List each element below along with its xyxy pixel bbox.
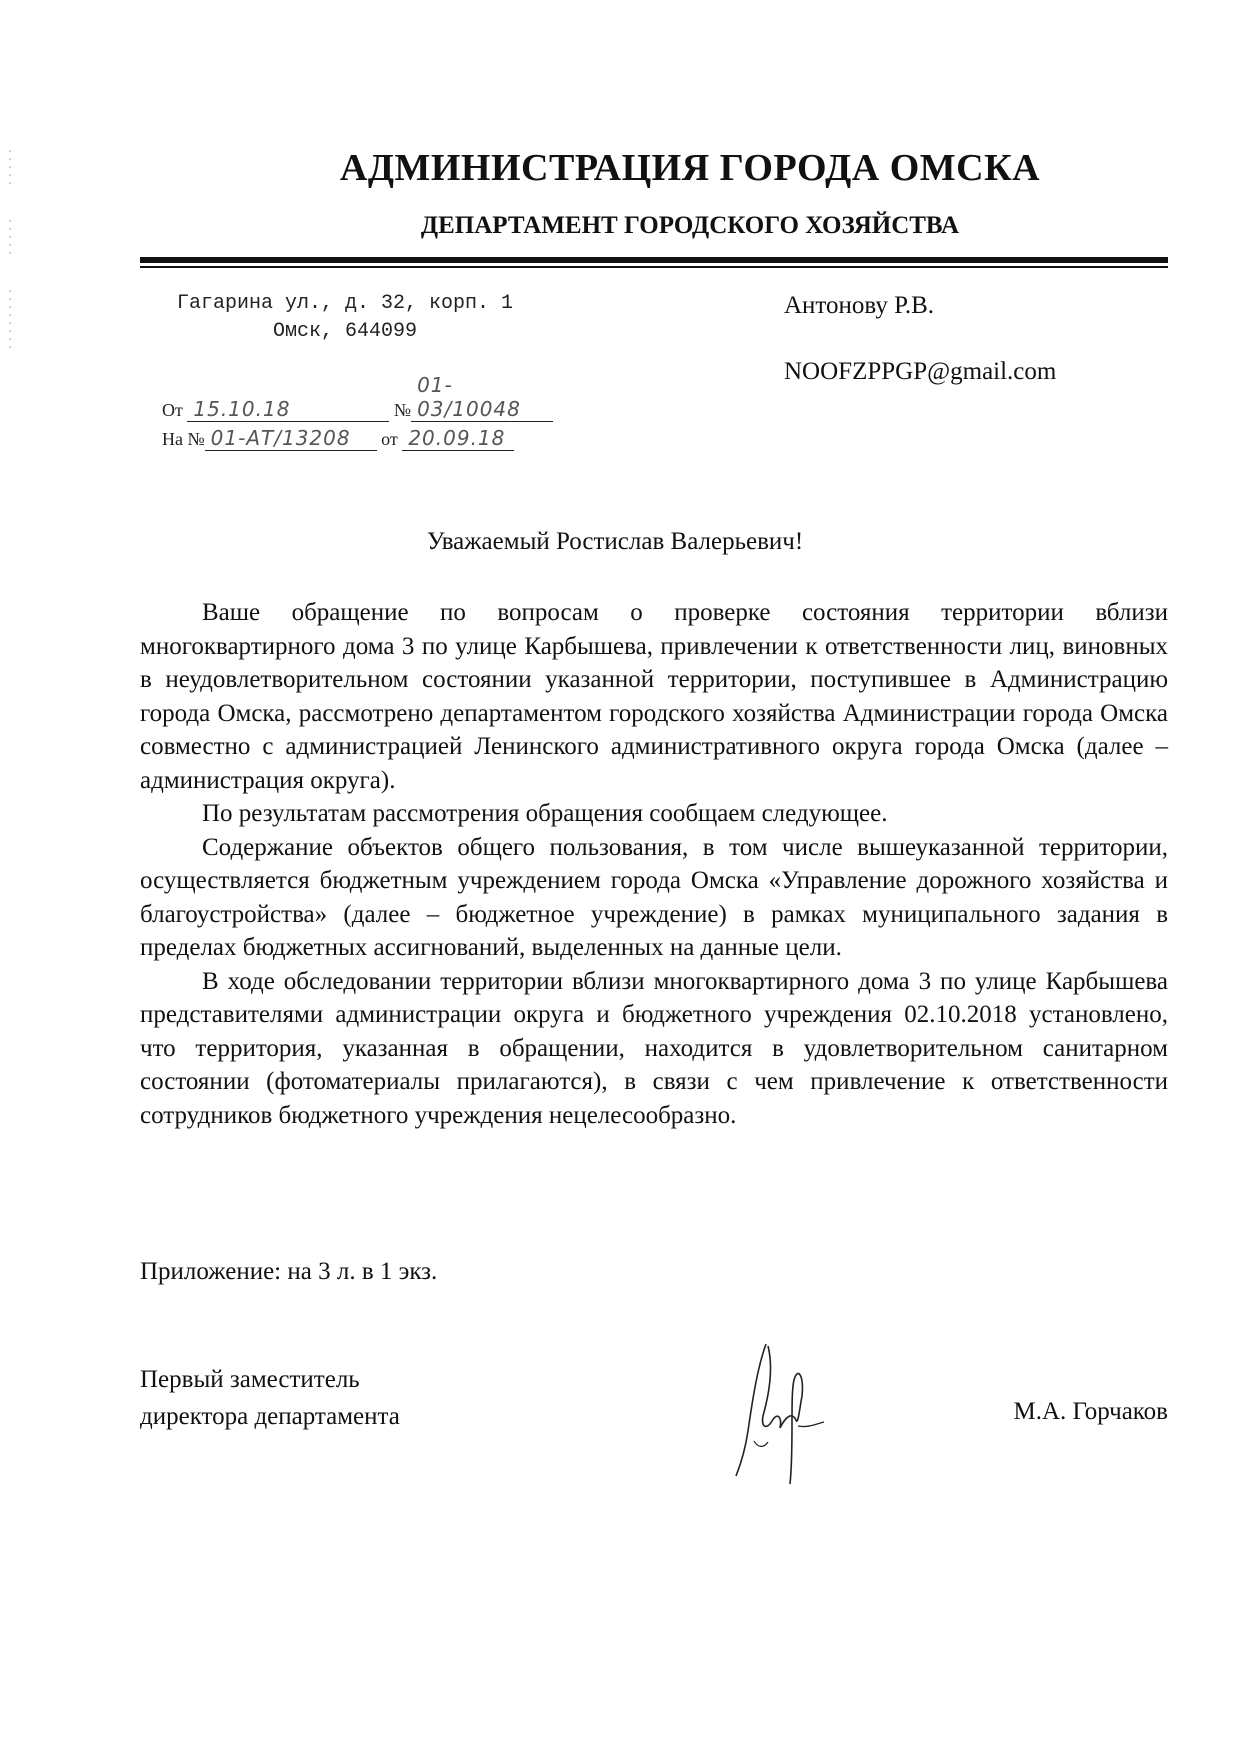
body-paragraph: Ваше обращение по вопросам о проверке состояния территории вблизи многоквартирного дома 3 по улице Карбышева, привлечении к ответственности лиц, виновных в неудовлетворительном состоянии указанной территории, поступившее в Администрацию города Омска, рассмотрено департаментом городского хозяйства Администрации города Омска совместно с администрацией Ленинского административного округа города Омска (далее – администрация округа).	[140, 599, 1168, 794]
reply-date: 20.09.18	[402, 426, 514, 451]
greeting: Уважаемый Ростислав Валерьевич!	[426, 528, 804, 555]
signatory-name: М.А. Горчаков	[1013, 1398, 1168, 1425]
signatory-title-line-2: директора департамента	[140, 1403, 400, 1430]
outgoing-reg-line	[162, 373, 553, 422]
recipient-email: NOOFZPPGP@gmail.com	[784, 358, 1057, 385]
signatory-title	[140, 1361, 400, 1435]
header-rule-thin	[140, 266, 1168, 268]
letter-body	[140, 596, 1168, 1132]
header-rule-thick	[140, 257, 1168, 263]
reply-number: 01-АТ/13208	[205, 426, 377, 451]
from-date: 15.10.18	[187, 397, 389, 422]
recipient-name: Антонову Р.В.	[784, 292, 935, 319]
reply-date-label: от	[381, 429, 398, 449]
number-label: №	[393, 400, 412, 420]
signatory-title-line-1: Первый заместитель	[140, 1366, 360, 1393]
reply-label: На №	[162, 429, 205, 449]
scan-margin-marks	[4, 150, 16, 350]
sender-address	[160, 290, 530, 346]
organization-title: АДМИНИСТРАЦИЯ ГОРОДА ОМСКА	[339, 147, 1041, 189]
body-paragraph: Содержание объектов общего пользования, в том числе вышеуказанной территории, осуществляется бюджетным учреждением города Омска «Управление дорожного хозяйства и благоустройства» (далее – бюджетное учреждение) в рамках муниципального задания в пределах бюджетных ассигнований, выделенных на данные цели.	[140, 833, 1168, 961]
address-line-2: Омск, 644099	[272, 320, 418, 343]
attachment-note: Приложение: на 3 л. в 1 экз.	[140, 1258, 438, 1285]
address-line-1: Гагарина ул., д. 32, корп. 1	[176, 292, 514, 315]
body-paragraph: В ходе обследовании территории вблизи многоквартирного дома 3 по улице Карбышева представителями администрации округа и бюджетного учреждения 02.10.2018 установлено, что территория, указанная в обращении, находится в удовлетворительном санитарном состоянии (фотоматериалы прилагаются), в связи с чем привлечение к ответственности сотрудников бюджетного учреждения нецелесообразно.	[140, 967, 1168, 1129]
from-label: От	[162, 400, 183, 420]
department-title: ДЕПАРТАМЕНТ ГОРОДСКОГО ХОЗЯЙСТВА	[420, 212, 960, 239]
reply-reg-line	[162, 426, 514, 451]
outgoing-number: 01-03/10048	[411, 373, 553, 422]
handwritten-signature	[728, 1336, 838, 1486]
body-paragraph: По результатам рассмотрения обращения сообщаем следующее.	[202, 800, 888, 827]
